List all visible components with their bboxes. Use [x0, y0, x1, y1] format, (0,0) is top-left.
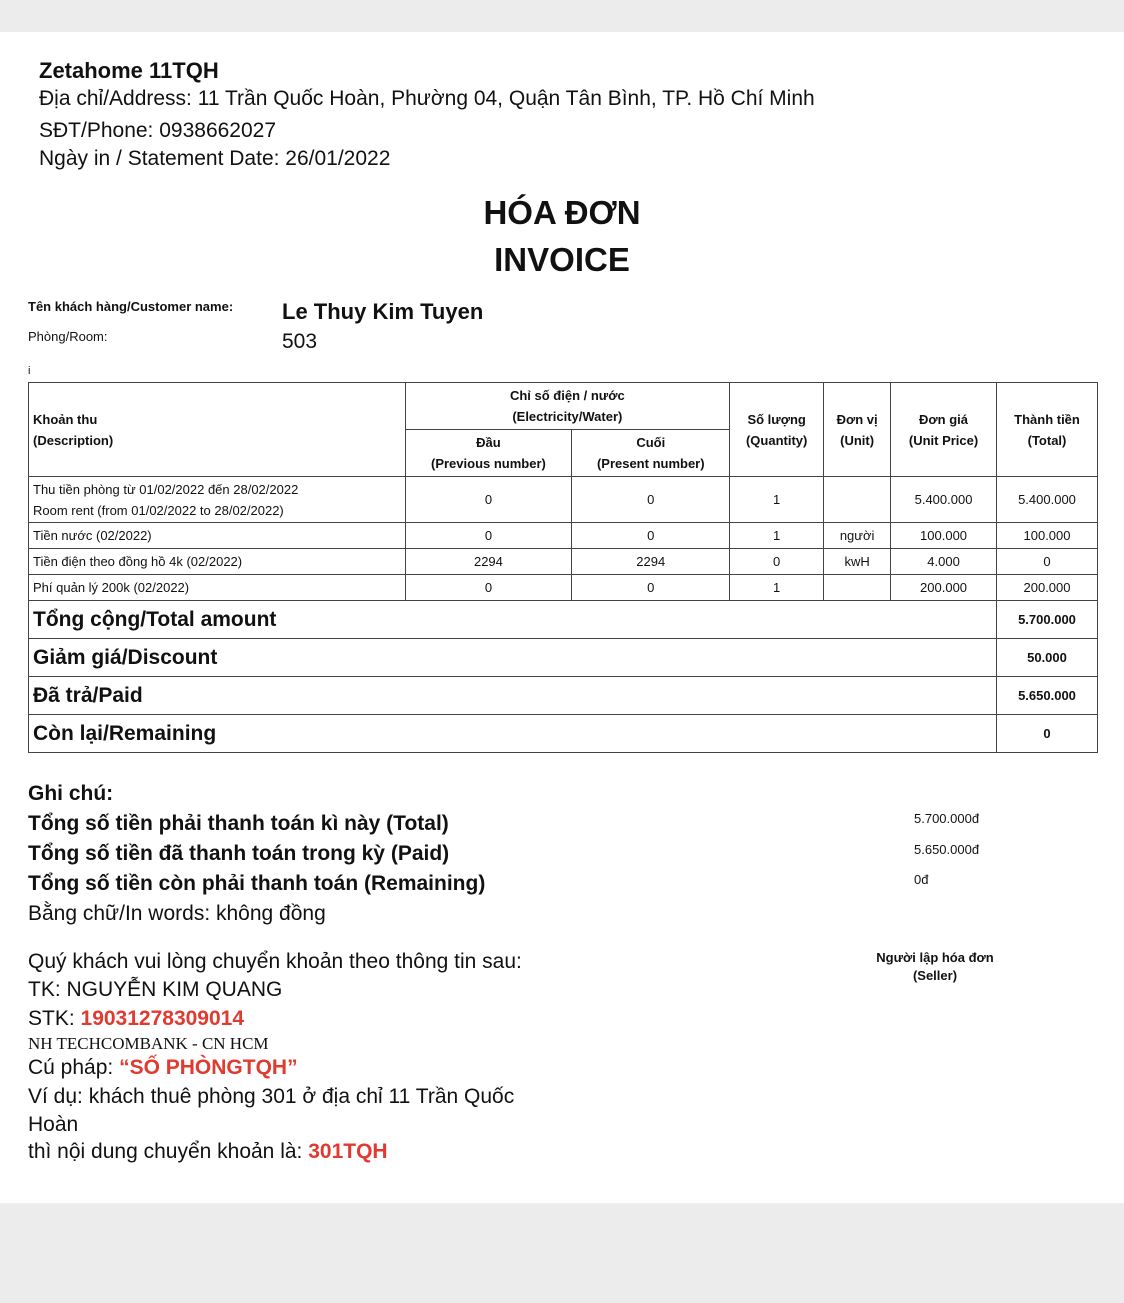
header-previous [405, 430, 572, 477]
summary-label: Còn lại/Remaining [29, 715, 997, 753]
row-description: Phí quản lý 200k (02/2022) [29, 575, 406, 601]
header-meter-en: (Electricity/Water) [512, 409, 623, 424]
summary-label: Đã trả/Paid [29, 677, 997, 715]
row-unit: kwH [824, 549, 891, 575]
row-present: 0 [572, 575, 730, 601]
row-quantity: 1 [730, 523, 824, 549]
header-quantity [730, 383, 824, 477]
account-number: 19031278309014 [80, 1007, 245, 1030]
statement-date: Ngày in / Statement Date: 26/01/2022 [39, 147, 391, 170]
syntax-value: “SỐ PHÒNGTQH” [119, 1056, 298, 1079]
header-previous-vi: Đầu [476, 435, 501, 450]
row-unit [824, 575, 891, 601]
row-unit-price: 100.000 [891, 523, 997, 549]
invoice-page [0, 32, 1124, 1203]
invoice-title-en: INVOICE [494, 241, 630, 278]
invoice-items-table [28, 382, 1098, 753]
summary-value: 5.700.000 [997, 601, 1098, 639]
note-remaining-value: 0đ [914, 872, 929, 887]
note-paid-label: Tổng số tiền đã thanh toán trong kỳ (Paid) [28, 842, 450, 865]
summary-value: 0 [997, 715, 1098, 753]
stray-mark: i [28, 365, 31, 377]
row-present: 0 [572, 523, 730, 549]
seller-label-vi: Người lập hóa đơn [876, 950, 994, 965]
summary-row-paid [29, 677, 1098, 715]
header-description [29, 383, 406, 477]
row-quantity: 1 [730, 477, 824, 523]
note-paid-value: 5.650.000đ [914, 842, 980, 857]
summary-row-total [29, 601, 1098, 639]
row-unit: người [824, 523, 891, 549]
header-quantity-en: (Quantity) [745, 432, 808, 448]
header-unit-price [891, 383, 997, 477]
row-previous: 0 [405, 477, 572, 523]
payment-example-line3 [28, 1140, 388, 1164]
summary-label: Tổng cộng/Total amount [29, 601, 997, 639]
header-unit-vi: Đơn vị [836, 411, 878, 427]
row-quantity: 0 [730, 549, 824, 575]
header-present-vi: Cuối [636, 435, 666, 450]
note-total-label: Tổng số tiền phải thanh toán kì này (Total) [28, 812, 449, 835]
seller-label-en: (Seller) [912, 968, 958, 983]
seller-signature-block [860, 949, 1010, 985]
row-total: 0 [997, 549, 1098, 575]
table-row [29, 523, 1098, 549]
amount-in-words: Bằng chữ/In words: không đồng [28, 902, 326, 925]
invoice-title-vi: HÓA ĐƠN [483, 194, 641, 231]
header-description-en: (Description) [33, 432, 114, 448]
payment-example-line1: Ví dụ: khách thuê phòng 301 ở địa chỉ 11 Trần Quốc [28, 1085, 515, 1108]
row-total: 5.400.000 [997, 477, 1098, 523]
table-header-row [29, 383, 1098, 430]
row-description: Tiền nước (02/2022) [29, 523, 406, 549]
row-total: 200.000 [997, 575, 1098, 601]
notes-title: Ghi chú: [28, 782, 114, 805]
syntax-label: Cú pháp: [28, 1056, 120, 1079]
summary-label: Giảm giá/Discount [29, 639, 997, 677]
customer-name-label: Tên khách hàng/Customer name: [28, 299, 234, 314]
table-row [29, 549, 1098, 575]
room-label: Phòng/Room: [28, 329, 108, 344]
header-unit-price-en: (Unit Price) [908, 432, 979, 448]
row-unit-price: 4.000 [891, 549, 997, 575]
header-total-en: (Total) [1027, 432, 1067, 448]
row-total: 100.000 [997, 523, 1098, 549]
room-number: 503 [282, 330, 318, 353]
note-remaining-label: Tổng số tiền còn phải thanh toán (Remaining) [28, 872, 486, 895]
payment-account-number-line [28, 1007, 244, 1031]
header-total-vi: Thành tiền [1014, 411, 1080, 427]
payment-example-line2: Hoàn [28, 1113, 79, 1136]
row-unit-price: 5.400.000 [891, 477, 997, 523]
company-phone: SĐT/Phone: 0938662027 [39, 119, 277, 142]
account-number-label: STK: [28, 1007, 81, 1030]
header-total [997, 383, 1098, 477]
row-unit-price: 200.000 [891, 575, 997, 601]
row-previous: 0 [405, 575, 572, 601]
header-present-en: (Present number) [596, 456, 705, 471]
header-present [572, 430, 730, 477]
payment-intro: Quý khách vui lòng chuyển khoản theo thông tin sau: [28, 950, 522, 973]
example-label: thì nội dung chuyển khoản là: [28, 1140, 309, 1163]
row-previous: 0 [405, 523, 572, 549]
header-previous-en: (Previous number) [431, 456, 546, 471]
payment-account-name: TK: NGUYỄN KIM QUANG [28, 978, 283, 1001]
payment-syntax-line [28, 1056, 298, 1080]
summary-row-remaining [29, 715, 1098, 753]
header-description-vi: Khoản thu [33, 411, 98, 427]
header-meter-vi: Chỉ số điện / nước [509, 388, 625, 403]
row-description-vi: Thu tiền phòng từ 01/02/2022 đến 28/02/2022 [33, 481, 299, 497]
row-description: Tiền điện theo đồng hồ 4k (02/2022) [29, 549, 406, 575]
company-name: Zetahome 11TQH [39, 58, 219, 83]
example-code: 301TQH [308, 1140, 388, 1163]
summary-row-discount [29, 639, 1098, 677]
header-meter [405, 383, 730, 430]
note-total-value: 5.700.000đ [914, 811, 980, 826]
row-description [29, 477, 406, 523]
payment-bank: NH TECHCOMBANK - CN HCM [28, 1034, 269, 1053]
customer-name: Le Thuy Kim Tuyen [282, 299, 484, 324]
summary-value: 5.650.000 [997, 677, 1098, 715]
row-description-en: Room rent (from 01/02/2022 to 28/02/2022) [33, 502, 284, 518]
row-unit [824, 477, 891, 523]
header-quantity-vi: Số lượng [747, 411, 806, 427]
header-unit [824, 383, 891, 477]
row-present: 0 [572, 477, 730, 523]
table-row [29, 575, 1098, 601]
row-previous: 2294 [405, 549, 572, 575]
header-unit-en: (Unit) [840, 432, 875, 448]
summary-value: 50.000 [997, 639, 1098, 677]
company-address: Địa chỉ/Address: 11 Trần Quốc Hoàn, Phường 04, Quận Tân Bình, TP. Hồ Chí Minh [39, 87, 815, 110]
row-present: 2294 [572, 549, 730, 575]
header-unit-price-vi: Đơn giá [919, 411, 969, 427]
row-quantity: 1 [730, 575, 824, 601]
table-row [29, 477, 1098, 523]
